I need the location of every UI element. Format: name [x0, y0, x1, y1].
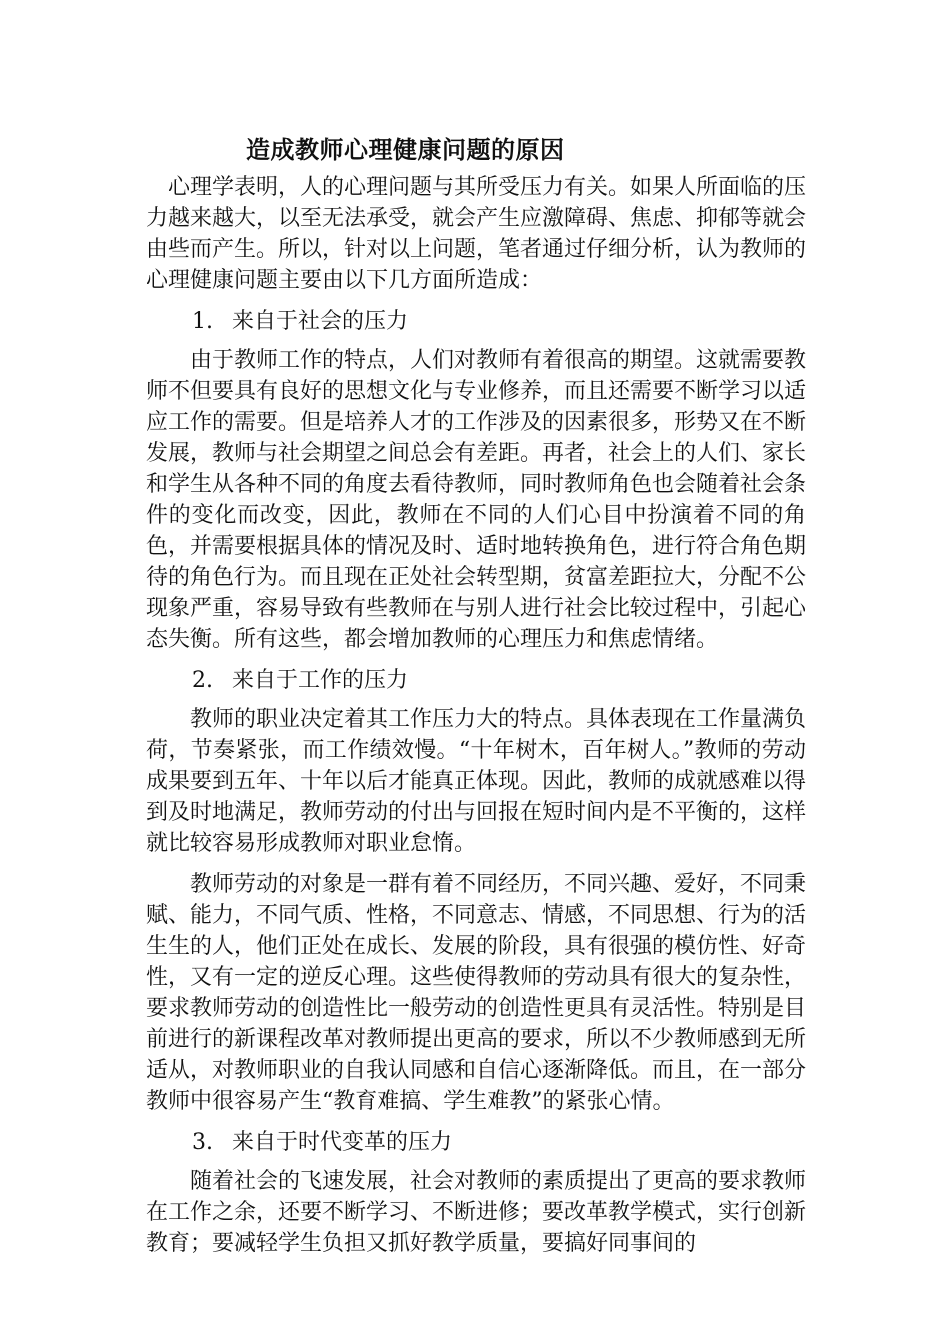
section-number: 3. [192, 1130, 213, 1155]
body-paragraph: 教师的职业决定着其工作压力大的特点。具体表现在工作量满负荷，节奏紧张，而工作绩效慢。“十年树木，百年树人。”教师的劳动成果要到五年、十年以后才能真正体现。因此，教师的成就感难以得到及时地满足，教师劳动的付出与回报在短时间内是不平衡的，这样就比较容易形成教师对职业怠惰。 [146, 707, 807, 856]
section-heading [192, 306, 806, 337]
section-title: 来自于时代变革的压力 [232, 1130, 453, 1155]
section-title: 来自于工作的压力 [232, 668, 409, 693]
document-page [146, 128, 806, 1269]
body-paragraph: 教师劳动的对象是一群有着不同经历，不同兴趣、爱好，不同秉赋、能力，不同气质、性格，不同意志、情感，不同思想、行为的活生生的人，他们正处在成长、发展的阶段，具有很强的模仿性、好奇性，又有一定的逆反心理。这些使得教师的劳动具有很大的复杂性，要求教师劳动的创造性比一般劳动的创造性更具有灵活性。特别是目前进行的新课程改革对教师提出更高的要求，所以不少教师感到无所适从，对教师职业的自我认同感和自信心逐渐降低。而且，在一部分教师中很容易产生“教育难搞、学生难教”的紧张心情。 [146, 872, 807, 1114]
body-paragraph: 由于教师工作的特点，人们对教师有着很高的期望。这就需要教师不但要具有良好的思想文化与专业修养，而且还需要不断学习以适应工作的需要。但是培养人才的工作涉及的因素很多，形势又在不断发展，教师与社会期望之间总会有差距。再者，社会上的人们、家长和学生从各种不同的角度去看待教师，同时教师角色也会随着社会条件的变化而改变，因此，教师在不同的人们心目中扮演着不同的角色，并需要根据具体的情况及时、适时地转换角色，进行符合角色期待的角色行为。而且现在正处社会转型期，贫富差距拉大，分配不公现象严重，容易导致有些教师在与别人进行社会比较过程中，引起心态失衡。所有这些，都会增加教师的心理压力和焦虑情绪。 [146, 348, 807, 652]
section-number: 1. [192, 309, 213, 334]
section-title: 来自于社会的压力 [232, 309, 409, 334]
section-2 [146, 665, 806, 1117]
document-title: 造成教师心理健康问题的原因 [246, 135, 565, 164]
body-paragraph: 随着社会的飞速发展，社会对教师的素质提出了更高的要求教师在工作之余，还要不断学习、不断进修；要改革教学模式，实行创新教育；要减轻学生负担又抓好教学质量，要搞好同事间的 [146, 1169, 807, 1256]
section-heading [192, 665, 806, 696]
section-heading [192, 1127, 806, 1158]
section-3 [146, 1127, 806, 1259]
section-1 [146, 306, 806, 655]
section-number: 2. [192, 668, 213, 693]
intro-paragraph: 心理学表明，人的心理问题与其所受压力有关。如果人所面临的压力越来越大，以至无法承受，就会产生应激障碍、焦虑、抑郁等就会由些而产生。所以，针对以上问题，笔者通过仔细分析，认为教师的心理健康问题主要由以下几方面所造成： [146, 175, 807, 293]
